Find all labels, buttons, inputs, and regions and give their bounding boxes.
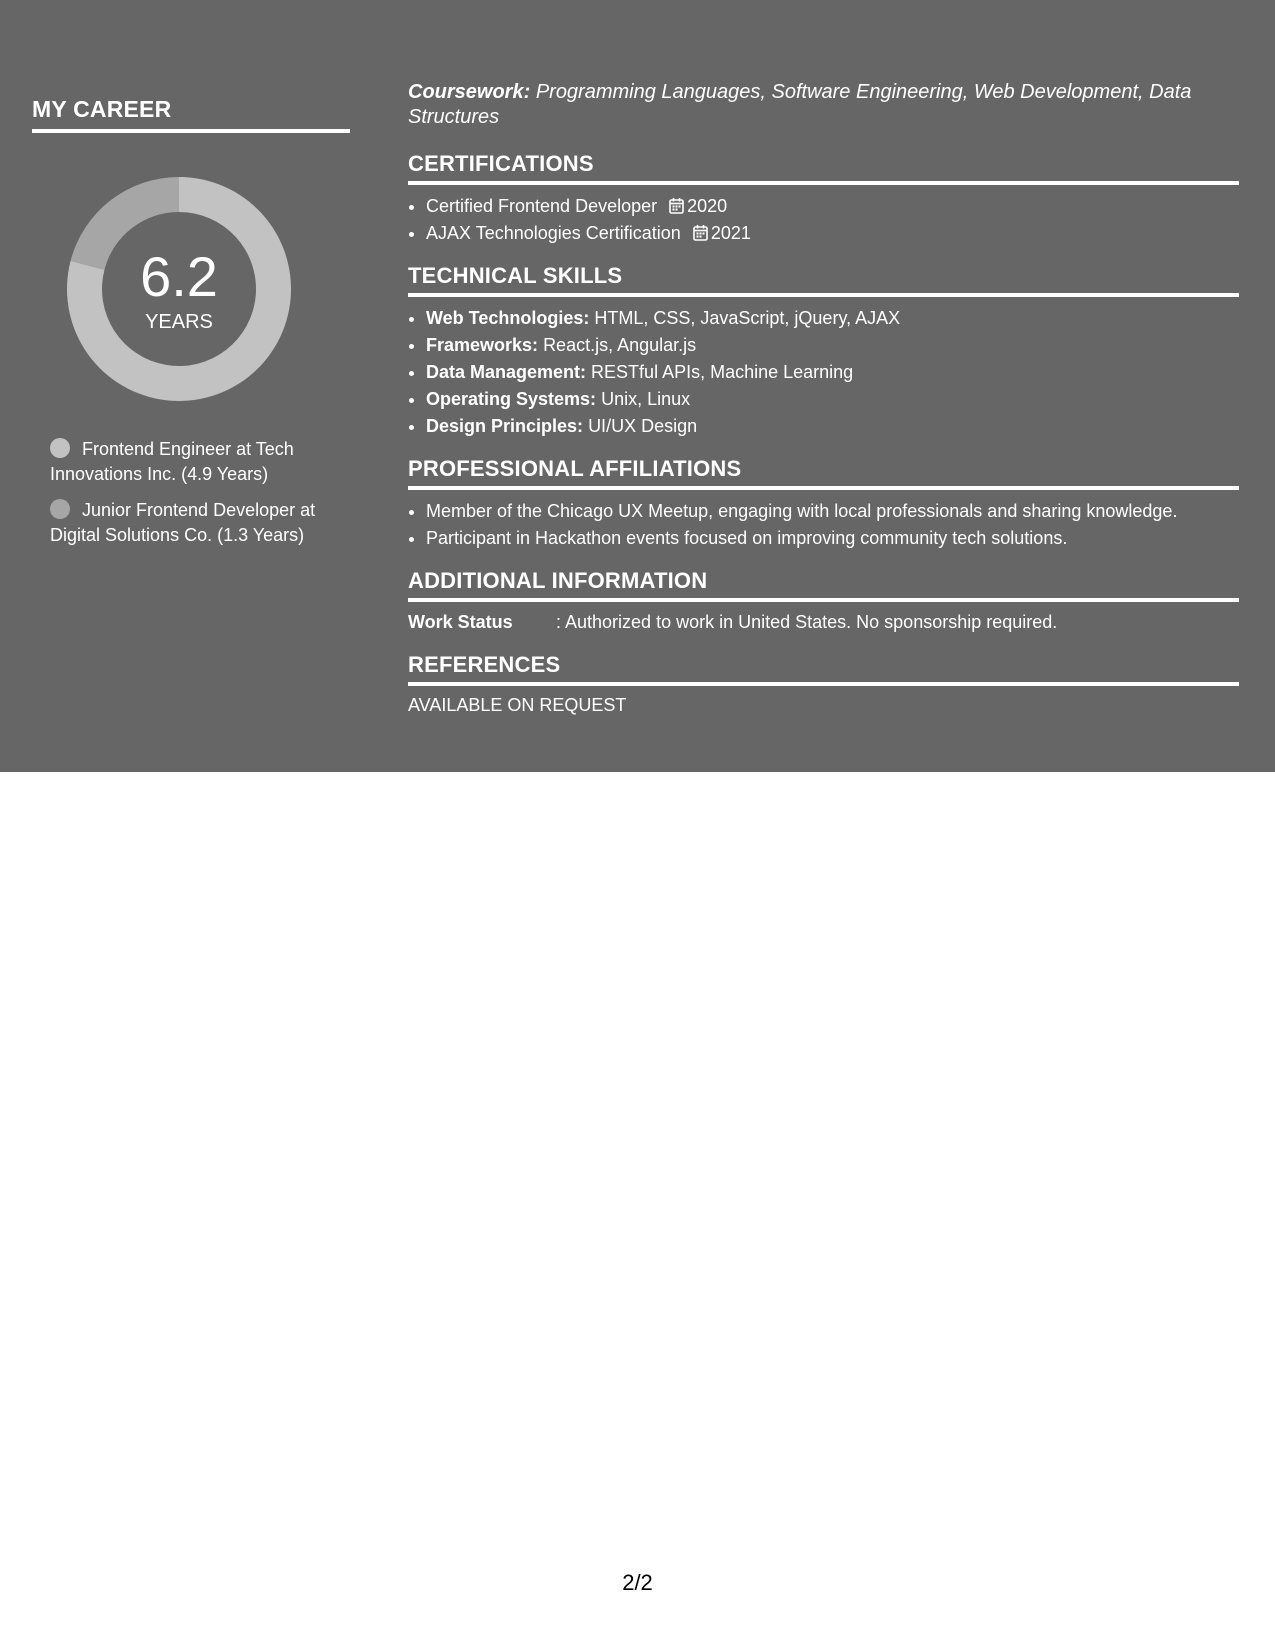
resume-panel [0,0,1275,772]
coursework-text: Programming Languages, Software Engineering, Web Development, Data Structures [408,81,1192,128]
affiliation-item: • Member of the Chicago UX Meetup, engaging with local professionals and sharing knowledge. [426,498,1239,525]
donut-center [67,177,291,401]
affiliations-list [408,498,1239,552]
career-legend-text: Junior Frontend Developer at Digital Solutions Co. (1.3 Years) [50,500,316,545]
skills-list [408,305,1239,440]
references-heading: REFERENCES [408,652,1239,686]
calendar-icon [669,195,684,212]
skill-label: Design Principles: [426,416,584,436]
career-legend-item [50,498,350,548]
career-legend-text: Frontend Engineer at Tech Innovations Inc. (4.9 Years) [50,439,294,484]
affiliation-item: • Participant in Hackathon events focused on improving community tech solutions. [426,525,1239,552]
career-total-unit: YEARS [145,311,213,333]
skill-value: React.js, Angular.js [543,335,697,355]
references-text: AVAILABLE ON REQUEST [408,695,627,715]
additional-info-heading: ADDITIONAL INFORMATION [408,568,1239,602]
career-legend-item [50,437,350,487]
skill-value: Unix, Linux [601,389,691,409]
work-status-value: : Authorized to work in United States. No sponsorship required. [556,612,1058,632]
skill-item [426,332,1239,359]
work-status-row [408,609,1239,636]
certification-name: Certified Frontend Developer [426,196,658,216]
certifications-list [408,193,1239,247]
work-status-label: Work Status [408,612,513,632]
skill-label: Frameworks: [426,335,539,355]
skill-item [426,305,1239,332]
skill-value: HTML, CSS, JavaScript, jQuery, AJAX [594,308,901,328]
career-total-value: 6.2 [140,245,218,308]
skill-value: RESTful APIs, Machine Learning [591,362,854,382]
page-number: 2/2 [622,1570,653,1595]
skills-heading: TECHNICAL SKILLS [408,263,1239,297]
certification-year: 2021 [710,223,751,243]
calendar-icon [693,222,708,239]
certification-item [426,220,1239,247]
certification-year: 2020 [687,196,728,216]
skill-item [426,413,1239,440]
legend-dot-icon [50,499,70,519]
coursework-label: Coursework: [408,81,531,103]
career-column [32,96,350,559]
certifications-heading: CERTIFICATIONS [408,151,1239,185]
skill-value: UI/UX Design [588,416,698,436]
certification-name: AJAX Technologies Certification [426,223,681,243]
skill-item [426,359,1239,386]
affiliations-heading: PROFESSIONAL AFFILIATIONS [408,456,1239,490]
career-heading: MY CAREER [32,96,350,133]
legend-dot-icon [50,438,70,458]
career-donut-chart [67,177,291,401]
career-legend [50,437,350,548]
skill-label: Data Management: [426,362,587,382]
skill-item [426,386,1239,413]
skill-label: Operating Systems: [426,389,597,409]
skill-label: Web Technologies: [426,308,590,328]
coursework [408,80,1239,130]
certification-item [426,193,1239,220]
main-column [408,80,1239,716]
